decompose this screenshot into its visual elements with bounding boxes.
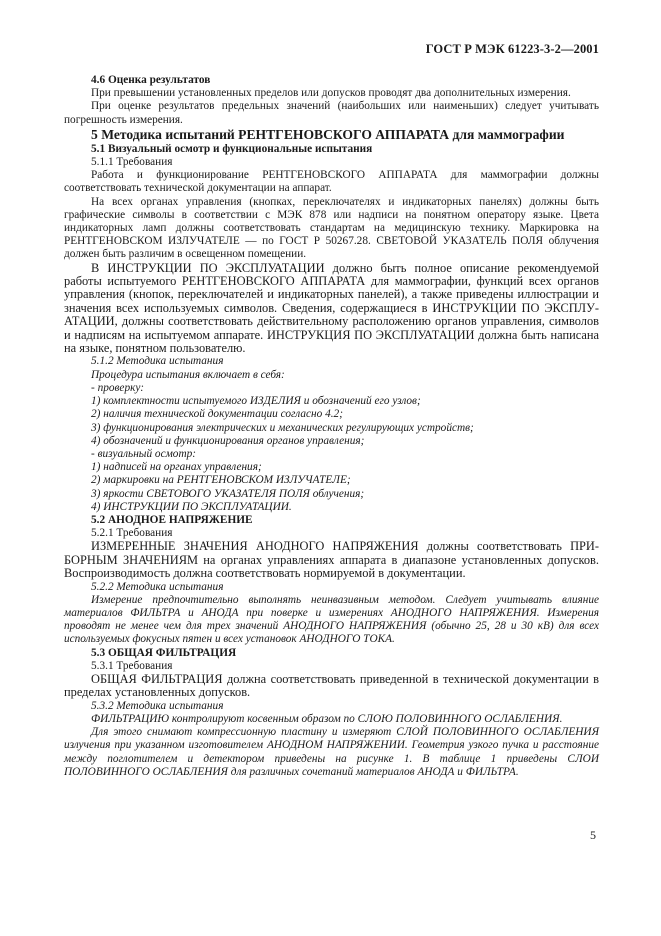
page-content [64,74,599,779]
list-item: 3) яркости СВЕТОВОГО УКАЗАТЕЛЯ ПОЛЯ облучения; [91,487,365,500]
paragraph: ОБЩАЯ ФИЛЬТРАЦИЯ должна соответствовать приведенной в технической документации в пределах установленных допусков. [64,671,599,700]
paragraph: ФИЛЬТРАЦИЮ контролируют косвенным образом по СЛОЮ ПОЛОВИННОГО ОСЛАБЛЕНИЯ. [91,712,563,725]
paragraph: В ИНСТРУКЦИИ ПО ЭКСПЛУАТАЦИИ должно быть полное описание рекомендуемой работы испытуемого РЕНТГЕНОВСКОГО АППАРАТА для маммографии, функций всех органов управления (кнопок, переключателей и индикаторных панелей), а также приведены иллюстрации и значения всех используемых символов. Сведения, содержащиеся в ИНСТРУКЦИИ ПО ЭКСПЛУАТАЦИИ, должны соответствовать действительному расположению органов управления, символов и надписям на испытуемом аппарате. ИНСТРУКЦИЯ ПО ЭКСПЛУАТАЦИИ должна быть написана на языке, понятном пользователю. [64,260,599,356]
list-item: 1) надписей на органах управления; [91,461,262,474]
section-5-1-heading: 5.1 Визуальный осмотр и функциональные испытания [91,142,373,155]
subsection-heading: 5.1.1 Требования [91,156,173,169]
list-item: 4) ИНСТРУКЦИИ ПО ЭКСПЛУАТАЦИИ. [91,500,292,513]
paragraph: ИЗМЕРЕННЫЕ ЗНАЧЕНИЯ АНОДНОГО НАПРЯЖЕНИЯ должны соответствовать ПРИБОРНЫМ ЗНАЧЕНИЯМ на органах управлениях аппарата в диапазоне установленных допусков. Воспроизводимость должна соответствовать нормируемой в документации. [64,539,599,581]
subsection-heading: 5.3.2 Методика испытания [91,699,224,712]
section-5-heading: 5 Методика испытаний РЕНТГЕНОВСКОГО АППАРАТА для маммографии [91,126,565,142]
paragraph: Для этого снимают компрессионную пластину и измеряют СЛОЙ ПОЛОВИННОГО ОСЛАБЛЕНИЯ излучения при указанном изготовителем АНОДНОМ НАПРЯЖЕНИИ. Геометрия узкого пучка и расстояние между поглотителем и детектором приведены на рисунке 1. В таблице 1 приведены СЛОИ ПОЛОВИННОГО ОСЛАБЛЕНИЯ для различных сочетаний материалов АНОДА и ФИЛЬТРА. [64,726,599,778]
subsection-heading: 5.1.2 Методика испытания [91,355,224,368]
page-number: 5 [590,828,596,842]
list-item: Процедура испытания включает в себя: [91,368,285,381]
paragraph: На всех органах управления (кнопках, переключателях и индикаторных панелях) должны быть графические символы в соответствии с МЭК 878 или надписи на понятном оператору языке. Цвета индикаторных ламп должны соответствовать стандартам на медицинскую технику. Маркировка на РЕНТГЕНОВСКОМ ИЗЛУЧАТЕЛЕ — по ГОСТ Р 50267.28. СВЕТОВОЙ УКАЗАТЕЛЬ ПОЛЯ облучения должен быть различим в освещенном помещении. [64,195,599,261]
standard-header: ГОСТ Р МЭК 61223-3-2—2001 [425,42,599,56]
section-5-2-heading: 5.2 АНОДНОЕ НАПРЯЖЕНИЕ [91,513,253,526]
subsection-heading: 5.3.1 Требования [91,659,173,672]
list-item: 2) маркировки на РЕНТГЕНОВСКОМ ИЗЛУЧАТЕЛЕ; [91,474,351,487]
list-item: - визуальный осмотр: [91,447,197,460]
paragraph: Измерение предпочтительно выполнять неинвазивным методом. Следует учитывать влияние материалов ФИЛЬТРА и АНОДА при поверке и измерениях АНОДНОГО НАПРЯЖЕНИЯ. Измерения проводят не менее чем для трех значений АНОДНОГО НАПРЯЖЕНИЯ (обычно 25, 28 и 30 кВ) для всех используемых фокусных пятен и всех установок АНОДНОГО ТОКА. [64,593,599,646]
section-4-6-heading: 4.6 Оценка результатов [91,74,211,86]
list-item: 4) обозначений и функционирования органов управления; [91,434,365,447]
paragraph: Работа и функционирование РЕНТГЕНОВСКОГО АППАРАТА для маммографии должны соответствовать технической документации на аппарат. [64,169,599,195]
list-item: 1) комплектности испытуемого ИЗДЕЛИЯ и обозначений его узлов; [91,395,421,408]
list-item: 2) наличия технической документации согласно 4.2; [91,408,343,421]
paragraph: При превышении установленных пределов или допусков проводят два дополнительных измерения. [91,87,571,100]
section-5-3-heading: 5.3 ОБЩАЯ ФИЛЬТРАЦИЯ [91,646,237,659]
subsection-heading: 5.2.2 Методика испытания [91,580,224,593]
list-item: 3) функционирования электрических и механических регулирующих устройств; [91,421,474,434]
list-item: - проверку: [91,381,145,394]
paragraph: При оценке результатов предельных значений (наибольших или наименьших) следует учитывать погрешность измерения. [64,100,599,126]
subsection-heading: 5.2.1 Требования [91,527,173,540]
